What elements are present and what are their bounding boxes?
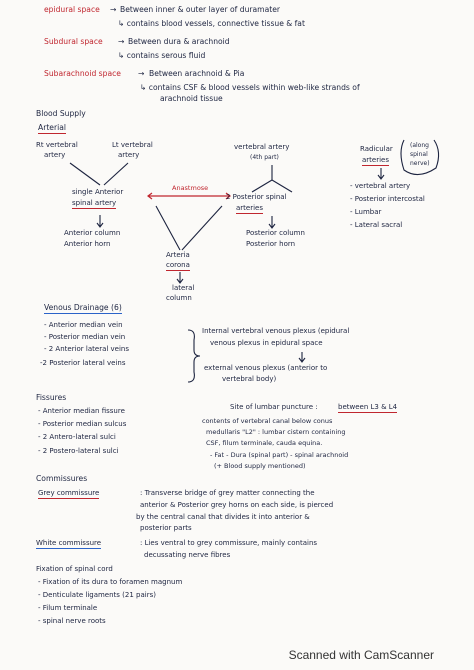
epidural-line2: ↳ contains blood vessels, connective tissue & fat xyxy=(118,19,305,28)
posterior-column: Posterior column xyxy=(246,229,305,237)
fissure-item-3: - 2 Postero-lateral sulci xyxy=(38,447,119,455)
posterior-spinal-1: 2 Posterior spinal xyxy=(226,193,287,201)
lateral-column-1: lateral xyxy=(172,284,195,292)
white-line-0: : Lies ventral to grey commissure, mainly contains xyxy=(140,539,318,547)
epidural-arrow: → xyxy=(110,5,117,14)
fissure-item-0: - Anterior median fissure xyxy=(38,407,125,415)
grey-line-1: anterior & Posterior grey horns on each side, is pierced xyxy=(140,501,334,509)
lumbar-line-3: - Fat - Dura (spinal part) - spinal arachnoid xyxy=(210,451,349,459)
scanner-watermark: Scanned with CamScanner xyxy=(288,648,434,662)
commissures-title: Commissures xyxy=(36,474,88,483)
venous-item-0: - Anterior median vein xyxy=(44,321,123,329)
posterior-horn: Posterior horn xyxy=(246,240,296,248)
vertebral-artery-4th: vertebral artery xyxy=(234,143,290,151)
rt-vertebral-2: artery xyxy=(44,151,66,159)
lt-vertebral-1: Lt vertebral xyxy=(112,141,153,149)
arteria-corona-1: Arteria xyxy=(166,251,190,259)
white-line-1: decussating nerve fibres xyxy=(144,551,231,559)
venous-item-3: -2 Posterior lateral veins xyxy=(40,359,126,367)
radicular-2: arteries xyxy=(362,156,389,164)
single-anterior-2: spinal artery xyxy=(72,199,117,207)
lumbar-site: between L3 & L4 xyxy=(338,403,398,411)
internal-plexus-2: venous plexus in epidural space xyxy=(210,339,323,347)
grey-line-0: : Transverse bridge of grey matter connecting the xyxy=(140,489,315,497)
blood-supply-title: Blood Supply xyxy=(36,109,86,118)
posterior-spinal-2: arteries xyxy=(236,204,263,212)
venous-item-1: - Posterior median vein xyxy=(44,333,126,341)
lt-vertebral-2: artery xyxy=(118,151,140,159)
fixation-item-2: - Filum terminale xyxy=(38,604,98,612)
radicular-note-3: nerve) xyxy=(410,160,430,167)
radicular-note-2: spinal xyxy=(410,151,428,158)
epidural-term: epidural space xyxy=(44,5,100,14)
grey-line-2: by the central canal that divides it into anterior & xyxy=(136,513,310,521)
fissure-item-1: - Posterior median sulcus xyxy=(38,420,127,428)
lumbar-line-1: medullaris "L2" : lumbar cistern containing xyxy=(206,428,346,436)
white-commissure-term: White commissure xyxy=(36,539,102,547)
grey-line-3: posterior parts xyxy=(140,524,192,532)
vertebral-4th-part: (4th part) xyxy=(250,154,279,161)
radicular-1: Radicular xyxy=(360,145,393,153)
external-plexus-1: external venous plexus (anterior to xyxy=(204,364,328,372)
anterior-column: Anterior column xyxy=(64,229,121,237)
single-anterior-1: single Anterior xyxy=(72,188,124,196)
internal-plexus-1: Internal vertebral venous plexus (epidural xyxy=(202,327,350,335)
subarachnoid-line1: Between arachnoid & Pia xyxy=(149,69,245,78)
radicular-item-3: - Lateral sacral xyxy=(350,221,403,229)
lumbar-lead: Site of lumbar puncture : xyxy=(230,403,318,411)
radicular-note-1: (along xyxy=(410,142,429,149)
epidural-line1: Between inner & outer layer of duramater xyxy=(120,5,280,14)
subarachnoid-term: Subarachnoid space xyxy=(44,69,121,78)
subarachnoid-arrow: → xyxy=(138,69,145,78)
arteria-corona-2: corona xyxy=(166,261,190,269)
anastomose-label: Anastmose xyxy=(172,184,209,192)
subdural-line2: ↳ contains serous fluid xyxy=(118,51,206,60)
lateral-column-2: column xyxy=(166,294,192,302)
rt-vertebral-1: Rt vertebral xyxy=(36,141,78,149)
subdural-term: Subdural space xyxy=(44,37,103,46)
subarachnoid-line3: arachnoid tissue xyxy=(160,94,223,103)
venous-title: Venous Drainage (6) xyxy=(44,303,122,312)
lumbar-line-4: (+ Blood supply mentioned) xyxy=(214,462,306,470)
radicular-item-1: - Posterior intercostal xyxy=(350,195,425,203)
radicular-item-0: - vertebral artery xyxy=(350,182,411,190)
grey-commissure-term: Grey commissure xyxy=(38,489,100,497)
fissure-item-2: - 2 Antero-lateral sulci xyxy=(38,433,116,441)
fixation-item-1: - Denticulate ligaments (21 pairs) xyxy=(38,591,156,599)
lumbar-line-0: contents of vertebral canal below conus xyxy=(202,417,333,425)
lumbar-line-2: CSF, filum terminale, cauda equina. xyxy=(206,439,323,447)
fixation-item-3: - spinal nerve roots xyxy=(38,617,106,625)
fixation-title: Fixation of spinal cord xyxy=(36,565,113,573)
fissures-title: Fissures xyxy=(36,393,67,402)
subdural-line1: Between dura & arachnoid xyxy=(128,37,230,46)
arterial-heading: Arterial xyxy=(38,123,66,132)
external-plexus-2: vertebral body) xyxy=(222,375,277,383)
radicular-item-2: - Lumbar xyxy=(350,208,382,216)
subarachnoid-line2: ↳ contains CSF & blood vessels within web-like strands of xyxy=(140,83,360,92)
fixation-item-0: - Fixation of its dura to foramen magnum xyxy=(38,578,183,586)
venous-item-2: - 2 Anterior lateral veins xyxy=(44,345,130,353)
subdural-arrow: → xyxy=(118,37,125,46)
anterior-horn: Anterior horn xyxy=(64,240,111,248)
